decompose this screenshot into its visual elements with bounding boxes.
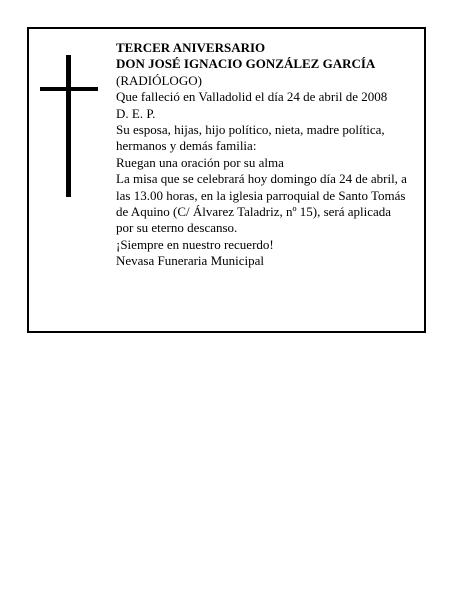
notice-heading: TERCER ANIVERSARIO (116, 40, 266, 55)
remembrance-line: ¡Siempre en nuestro recuerdo! (116, 236, 274, 252)
family-line-2: hermanos y demás familia: (116, 138, 257, 154)
deceased-profession: (RADIÓLOGO) (116, 72, 202, 88)
death-statement: Que falleció en Valladolid el día 24 de abril de 2008 (116, 89, 388, 105)
mass-line-2: las 13.00 horas, en la iglesia parroquial de Santo Tomás (116, 187, 406, 203)
prayer-request: Ruegan una oración por su alma (116, 154, 284, 170)
deceased-name: DON JOSÉ IGNACIO GONZÁLEZ GARCÍA (116, 56, 376, 72)
funeral-home: Nevasa Funeraria Municipal (116, 253, 265, 269)
mass-line-4: por su eterno descanso. (116, 220, 238, 236)
family-line-1: Su esposa, hijas, hijo político, nieta, madre política, (116, 122, 385, 138)
cross-icon (40, 55, 98, 197)
cross-horizontal-bar (40, 87, 98, 91)
mass-line-3: de Aquino (C/ Álvarez Taladriz, nº 15), será aplicada (116, 204, 392, 220)
cross-vertical-bar (66, 55, 71, 197)
mass-line-1: La misa que se celebrará hoy domingo día 24 de abril, a (116, 171, 407, 187)
obituary-notice (27, 27, 426, 333)
notice-text (116, 40, 408, 270)
rest-in-peace: D. E. P. (116, 105, 156, 121)
